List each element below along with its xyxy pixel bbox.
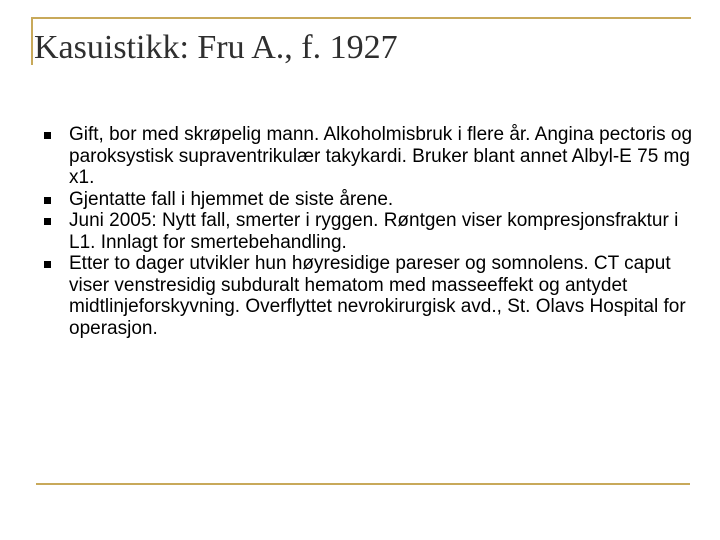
slide-title: Kasuistikk: Fru A., f. 1927 xyxy=(34,29,398,66)
bullet-text: Etter to dager utvikler hun høyresidige pareser og somnolens. CT caput viser venstresidig subduralt hematom med masseeffekt og antydet midtlinjeforskyvning. Overflyttet nevrokirurgisk avd., St. Olavs Hospital for operasjon. xyxy=(69,253,686,339)
square-bullet-icon xyxy=(44,132,51,139)
bullet-item xyxy=(44,210,694,253)
bullet-text: Gjentatte fall i hjemmet de siste årene. xyxy=(69,188,394,210)
bullet-item xyxy=(44,253,694,339)
title-frame-left-line xyxy=(31,17,33,65)
square-bullet-icon xyxy=(44,261,51,268)
square-bullet-icon xyxy=(44,218,51,225)
bullet-list xyxy=(44,124,694,339)
title-frame-top-line xyxy=(31,17,691,19)
bottom-divider-line xyxy=(36,483,690,485)
bullet-text: Juni 2005: Nytt fall, smerter i ryggen. Røntgen viser kompresjonsfraktur i L1. Innlagt for smertebehandling. xyxy=(69,210,679,253)
square-bullet-icon xyxy=(44,197,51,204)
bullet-text: Gift, bor med skrøpelig mann. Alkoholmisbruk i flere år. Angina pectoris og paroksystisk supraventrikulær takykardi. Bruker blant annet Albyl-E 75 mg x1. xyxy=(69,124,693,188)
bullet-item xyxy=(44,124,694,189)
bullet-item xyxy=(44,189,694,211)
